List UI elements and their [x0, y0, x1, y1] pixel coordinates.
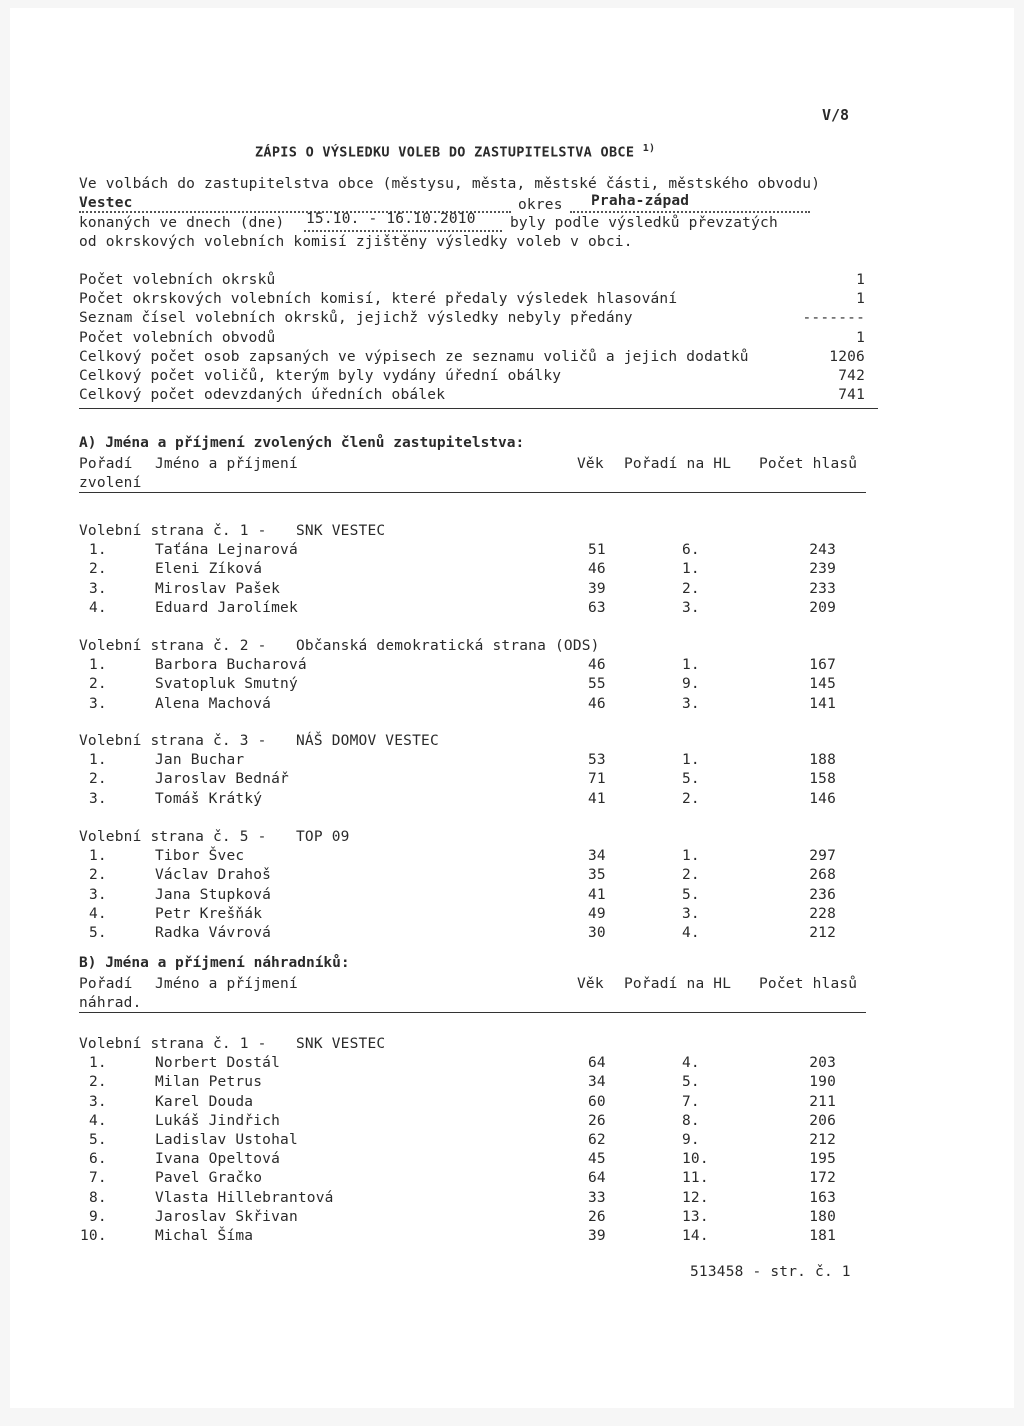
row-order: 3.: [89, 695, 107, 712]
section-b-heading: B) Jména a příjmení náhradníků:: [79, 955, 350, 971]
col-name: Jméno a příjmení: [155, 456, 298, 472]
row-age: 62: [588, 1132, 606, 1148]
row-name: Radka Vávrová: [155, 925, 272, 941]
row-votes: 212: [809, 1132, 836, 1148]
row-age: 39: [588, 580, 606, 597]
row-age: 45: [588, 1151, 606, 1168]
row-hl: 2.: [682, 580, 700, 597]
row-hl: 8.: [682, 1112, 700, 1129]
row-votes: 188: [809, 752, 836, 769]
party-label: Volební strana č. 3 -: [79, 733, 267, 749]
title-footnote: 1): [642, 143, 656, 154]
row-name: Jana Stupková: [155, 886, 272, 903]
row-hl: 9.: [682, 1132, 700, 1148]
row-hl: 4.: [682, 925, 700, 941]
stat-value: 1206: [829, 348, 865, 365]
col-votes: Počet hlasů: [759, 976, 858, 992]
row-hl: 7.: [682, 1093, 700, 1110]
row-order: 1.: [89, 1055, 107, 1072]
party-label: Volební strana č. 1 -: [79, 523, 267, 539]
row-hl: 1.: [682, 848, 700, 865]
intro-line-1: Ve volbách do zastupitelstva obce (městysu, města, městské části, městského obvodu): [79, 176, 821, 192]
row-order: 4.: [89, 905, 107, 922]
row-votes: 268: [809, 867, 836, 884]
stat-label: Počet volebních okrsků: [79, 272, 276, 288]
row-name: Tibor Švec: [155, 848, 245, 865]
row-order: 7.: [89, 1170, 107, 1187]
row-votes: 141: [809, 695, 836, 712]
stat-value: -------: [802, 310, 865, 327]
dotted-fill-line: [304, 230, 502, 232]
row-order: 2.: [89, 1074, 107, 1091]
row-name: Ivana Opeltová: [155, 1151, 281, 1168]
stat-label: Počet okrskových volebních komisí, které předaly výsledek hlasování: [79, 291, 678, 308]
row-name: Norbert Dostál: [155, 1055, 281, 1072]
stat-label: Seznam čísel volebních okrsků, jejichž výsledky nebyly předány: [79, 310, 633, 327]
row-hl: 1.: [682, 752, 700, 769]
row-votes: 158: [809, 771, 836, 788]
row-order: 6.: [89, 1151, 107, 1168]
stat-value: 1: [856, 329, 865, 346]
row-votes: 206: [809, 1112, 836, 1129]
row-hl: 10.: [682, 1151, 709, 1168]
row-age: 46: [588, 561, 606, 578]
row-order: 4.: [89, 1112, 107, 1129]
election-dates: 15.10. - 16.10.2010: [306, 211, 476, 227]
row-age: 41: [588, 886, 606, 903]
row-order: 3.: [89, 580, 107, 597]
stat-value: 742: [838, 368, 865, 384]
row-votes: 297: [809, 848, 836, 865]
row-name: Petr Krešňák: [155, 905, 263, 922]
col-hl: Pořadí na HL: [624, 456, 732, 472]
row-age: 34: [588, 848, 606, 865]
stat-value: 1: [856, 272, 865, 288]
row-name: Vlasta Hillebrantová: [155, 1189, 334, 1206]
row-hl: 5.: [682, 1074, 700, 1091]
row-age: 55: [588, 676, 606, 693]
row-age: 35: [588, 867, 606, 884]
stat-label: Počet volebních obvodů: [79, 329, 276, 346]
row-order: 5.: [89, 925, 107, 941]
row-votes: 163: [809, 1189, 836, 1206]
party-label: Volební strana č. 1 -: [79, 1036, 267, 1052]
row-order: 9.: [89, 1208, 107, 1225]
row-votes: 236: [809, 886, 836, 903]
row-name: Karel Douda: [155, 1093, 254, 1110]
col-hl: Pořadí na HL: [624, 976, 732, 992]
divider: [79, 492, 866, 493]
okres-value: Praha-západ: [591, 193, 690, 209]
row-age: 26: [588, 1112, 606, 1129]
row-votes: 172: [809, 1170, 836, 1187]
row-age: 49: [588, 905, 606, 922]
row-name: Lukáš Jindřich: [155, 1112, 281, 1129]
row-order: 1.: [89, 542, 107, 559]
row-name: Svatopluk Smutný: [155, 676, 298, 693]
row-age: 46: [588, 695, 606, 712]
row-name: Eduard Jarolímek: [155, 599, 298, 616]
konanych-label: konaných ve dnech (dne): [79, 215, 285, 231]
row-hl: 3.: [682, 599, 700, 616]
party-name: Občanská demokratická strana (ODS): [296, 638, 600, 654]
row-order: 1.: [89, 848, 107, 865]
party-label: Volební strana č. 2 -: [79, 638, 267, 654]
row-hl: 9.: [682, 676, 700, 693]
stat-value: 1: [856, 291, 865, 308]
row-age: 30: [588, 925, 606, 941]
row-order: 10.: [80, 1228, 107, 1244]
row-votes: 181: [809, 1228, 836, 1244]
col-age: Věk: [577, 976, 604, 992]
row-age: 26: [588, 1208, 606, 1225]
col-order: Pořadí: [79, 456, 133, 472]
row-order: 2.: [89, 676, 107, 693]
row-votes: 212: [809, 925, 836, 941]
row-age: 63: [588, 599, 606, 616]
document-page: [10, 8, 1014, 1408]
row-votes: 211: [809, 1093, 836, 1110]
title-text: ZÁPIS O VÝSLEDKU VOLEB DO ZASTUPITELSTVA OBCE: [255, 144, 635, 161]
row-order: 1.: [89, 657, 107, 674]
row-age: 64: [588, 1170, 606, 1187]
row-hl: 5.: [682, 771, 700, 788]
divider: [79, 408, 878, 409]
row-hl: 4.: [682, 1055, 700, 1072]
row-hl: 5.: [682, 886, 700, 903]
party-name: TOP 09: [296, 829, 350, 845]
row-age: 41: [588, 790, 606, 807]
row-hl: 13.: [682, 1208, 709, 1225]
row-age: 34: [588, 1074, 606, 1091]
row-hl: 6.: [682, 542, 700, 559]
row-votes: 195: [809, 1151, 836, 1168]
row-age: 46: [588, 657, 606, 674]
col-votes: Počet hlasů: [759, 456, 858, 472]
page-footer-id: 513458 - str. č. 1: [690, 1264, 851, 1280]
row-order: 3.: [89, 886, 107, 903]
col-age: Věk: [577, 456, 604, 472]
row-name: Jaroslav Bednář: [155, 771, 289, 788]
row-hl: 12.: [682, 1189, 709, 1206]
row-name: Ladislav Ustohal: [155, 1132, 298, 1148]
row-order: 3.: [89, 790, 107, 807]
stat-label: Celkový počet osob zapsaných ve výpisech ze seznamu voličů a jejich dodatků: [79, 348, 749, 365]
row-order: 3.: [89, 1093, 107, 1110]
row-order: 8.: [89, 1189, 107, 1206]
row-age: 33: [588, 1189, 606, 1206]
row-hl: 3.: [682, 905, 700, 922]
dotted-fill-line: [570, 211, 810, 213]
row-hl: 14.: [682, 1228, 709, 1244]
row-age: 39: [588, 1228, 606, 1244]
row-name: Michal Šíma: [155, 1228, 254, 1244]
stat-label: Celkový počet voličů, kterým byly vydány úřední obálky: [79, 368, 562, 384]
row-name: Tomáš Krátký: [155, 790, 263, 807]
row-age: 71: [588, 771, 606, 788]
row-hl: 2.: [682, 790, 700, 807]
row-age: 60: [588, 1093, 606, 1110]
row-name: Miroslav Pašek: [155, 580, 281, 597]
row-hl: 2.: [682, 867, 700, 884]
row-name: Milan Petrus: [155, 1074, 263, 1091]
row-age: 51: [588, 542, 606, 559]
row-name: Taťána Lejnarová: [155, 542, 298, 559]
row-votes: 146: [809, 790, 836, 807]
intro-line-3-tail: byly podle výsledků převzatých: [510, 215, 778, 231]
row-order: 2.: [89, 561, 107, 578]
municipality-value: Vestec: [79, 195, 133, 211]
row-votes: 180: [809, 1208, 836, 1225]
row-votes: 190: [809, 1074, 836, 1091]
row-votes: 167: [809, 657, 836, 674]
stat-value: 741: [838, 387, 865, 404]
row-hl: 1.: [682, 561, 700, 578]
row-name: Jaroslav Skřivan: [155, 1208, 298, 1225]
row-votes: 233: [809, 580, 836, 597]
row-votes: 145: [809, 676, 836, 693]
row-name: Pavel Gračko: [155, 1170, 263, 1187]
row-order: 2.: [89, 867, 107, 884]
row-hl: 1.: [682, 657, 700, 674]
stat-label: Celkový počet odevzdaných úředních obálek: [79, 387, 446, 404]
row-name: Alena Machová: [155, 695, 272, 712]
party-name: SNK VESTEC: [296, 1036, 386, 1052]
intro-line-4: od okrskových volebních komisí zjištěny výsledky voleb v obci.: [79, 234, 633, 250]
party-name: SNK VESTEC: [296, 523, 386, 539]
row-votes: 228: [809, 905, 836, 922]
row-name: Jan Buchar: [155, 752, 245, 769]
row-name: Eleni Zíková: [155, 561, 263, 578]
party-label: Volební strana č. 5 -: [79, 829, 267, 845]
okres-label: okres: [518, 197, 563, 213]
divider: [79, 1012, 866, 1013]
row-order: 1.: [89, 752, 107, 769]
row-votes: 243: [809, 542, 836, 559]
row-age: 64: [588, 1055, 606, 1072]
row-votes: 203: [809, 1055, 836, 1072]
row-order: 2.: [89, 771, 107, 788]
row-hl: 11.: [682, 1170, 709, 1187]
col-order-2: zvolení: [79, 475, 142, 491]
row-name: Václav Drahoš: [155, 867, 272, 884]
row-votes: 209: [809, 599, 836, 616]
section-a-heading: A) Jména a příjmení zvolených členů zastupitelstva:: [79, 435, 525, 451]
row-age: 53: [588, 752, 606, 769]
row-name: Barbora Bucharová: [155, 657, 307, 674]
page-mark: V/8: [822, 106, 850, 124]
col-order: Pořadí: [79, 976, 133, 992]
col-order-2: náhrad.: [79, 995, 142, 1011]
party-name: NÁŠ DOMOV VESTEC: [296, 733, 439, 749]
col-name: Jméno a příjmení: [155, 976, 298, 992]
row-hl: 3.: [682, 695, 700, 712]
row-order: 4.: [89, 599, 107, 616]
row-order: 5.: [89, 1132, 107, 1148]
document-title: [255, 143, 655, 161]
row-votes: 239: [809, 561, 836, 578]
